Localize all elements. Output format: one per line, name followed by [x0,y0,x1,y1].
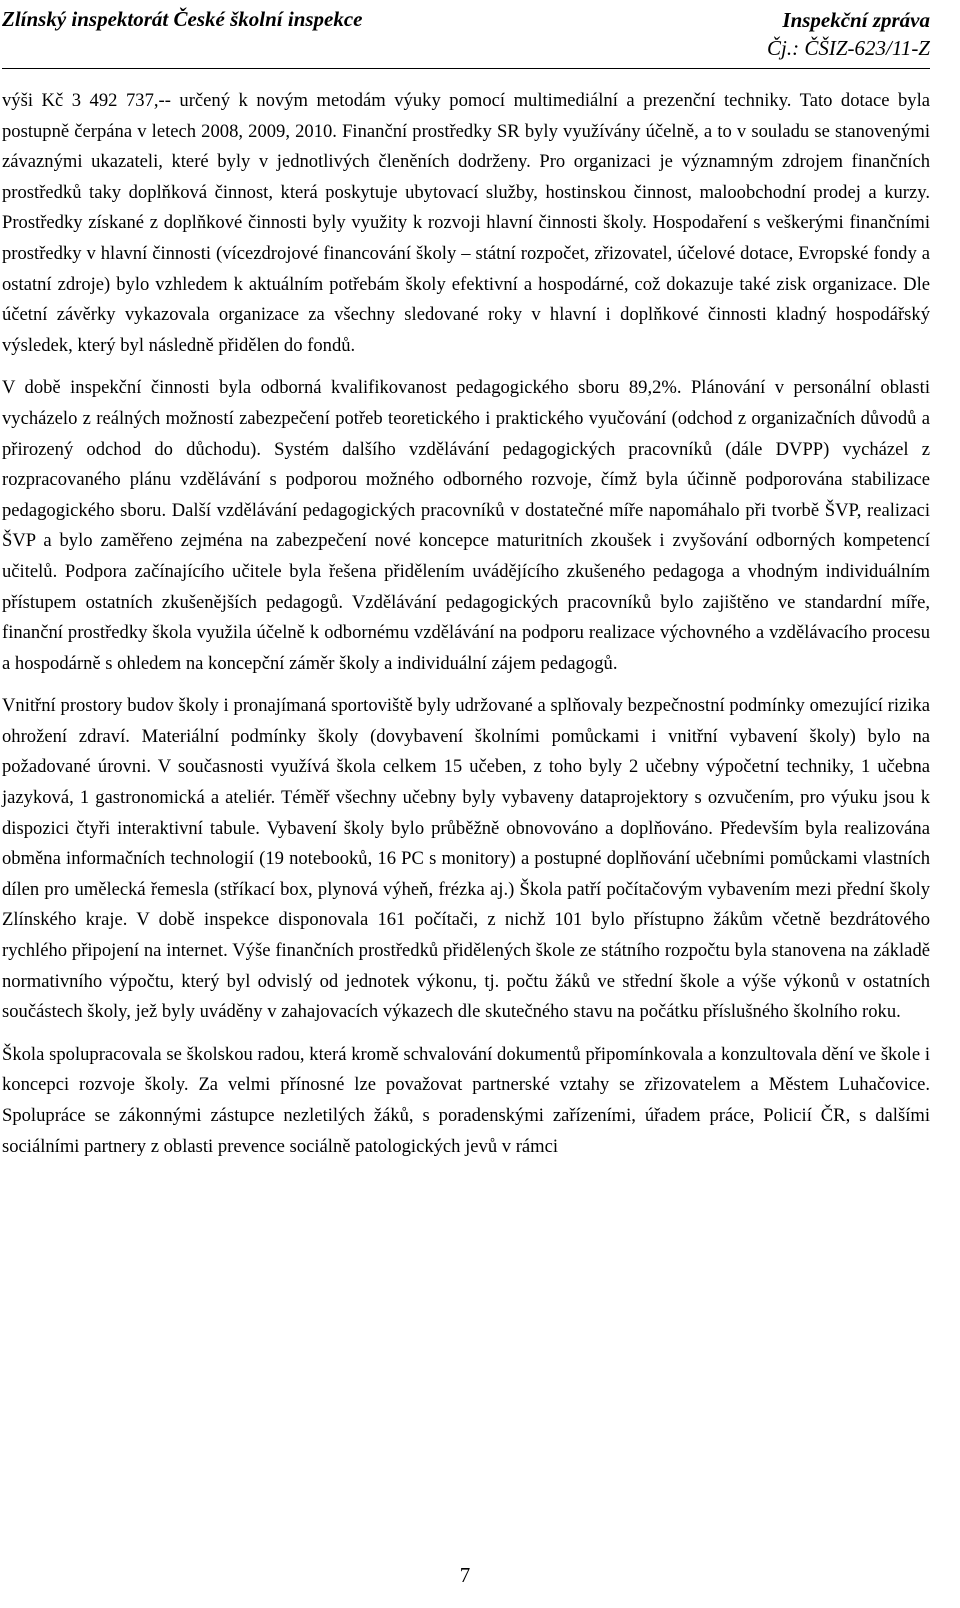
paragraph-facilities: Vnitřní prostory budov školy i pronajímaná sportoviště byly udržované a splňovaly bezpečnostní podmínky omezující rizika ohrožení zdraví. Materiální podmínky školy (dovybavení školními pomůckami i vnitřní vybavení školy) bylo na požadované úrovni. V současnosti využívá škola celkem 15 učeben, z toho byly 2 učebny výpočetní techniky, 1 učebna jazyková, 1 gastronomická a ateliér. Téměř všechny učebny byly vybaveny dataprojektory s ozvučením, pro výuku jsou k dispozici čtyři interaktivní tabule. Vybavení školy bylo průběžně obnovováno a doplňováno. Především byla realizována obměna informačních technologií (19 notebooků, 16 PC s monitory) a postupné doplňování učebními pomůckami vlastních dílen pro umělecká řemesla (stříkací box, plynová výheň, frézka aj.) Škola patří počítačovým vybavením mezi přední školy Zlínského kraje. V době inspekce disponovala 161 počítači, z nichž 101 bylo přístupno žákům včetně bezdrátového rychlého připojení na internet. Výše finančních prostředků přidělených škole ze státního rozpočtu byla stanovena na základě normativního výpočtu, který byl odvislý od jednotek výkonu, tj. počtu žáků ve střední škole a výše výkonů v ostatních součástech školy, jež byly uváděny v zahajovacích výkazech dle skutečného stavu na počátku příslušného školního roku. [2,695,930,1023]
organization-name: Zlínský inspektorát České školní inspekce [2,7,363,31]
header-divider [2,68,930,69]
page-header [2,6,930,66]
document-body [2,86,930,1174]
page-number: 7 [459,1563,471,1587]
document-type: Inspekční zpráva [782,8,930,32]
paragraph-finance: výši Kč 3 492 737,-- určený k novým metodám výuky pomocí multimediální a prezenční techniky. Tato dotace byla postupně čerpána v letech 2008, 2009, 2010. Finanční prostředky SR byly využívány účelně, a to v souladu se stanovenými závaznými ukazateli, které byly v jednotlivých členěních dodrženy. Pro organizaci je významným zdrojem finančních prostředků taky doplňková činnost, která poskytuje ubytovací služby, hostinskou činnost, maloobchodní prodej a kurzy. Prostředky získané z doplňkové činnosti byly využity k rozvoji hlavní činnosti školy. Hospodaření s veškerými finančními prostředky v hlavní činnosti (vícezdrojové financování školy – státní rozpočet, zřizovatel, účelové dotace, Evropské fondy a ostatní zdroje) bylo vzhledem k aktuálním potřebám školy efektivní a hospodárné, což dokazuje také zisk organizace. Dle účetní závěrky vykazovala organizace za všechny sledované roky v hlavní i doplňkové činnosti kladný hospodářský výsledek, který byl následně přidělen do fondů. [2,90,930,356]
reference-number: Čj.: ČŠIZ-623/11-Z [767,36,930,60]
paragraph-personnel: V době inspekční činnosti byla odborná kvalifikovanost pedagogického sboru 89,2%. Plánování v personální oblasti vycházelo z reálných možností zabezpečení potřeb teoretického i praktického vyučování (odchod z organizačních důvodů a přirozený odchod do důchodu). Systém dalšího vzdělávání pedagogických pracovníků (dále DVPP) vycházel z rozpracovaného plánu vzdělávání s podporou možného odborného rozvoje, čímž byla účinně podporována stabilizace pedagogického sboru. Další vzdělávání pedagogických pracovníků v dostatečné míře napomáhalo při tvorbě ŠVP, realizaci ŠVP a bylo zaměřeno zejména na zabezpečení nové koncepce maturitních zkoušek i zvyšování odborných kompetencí učitelů. Podpora začínajícího učitele byla řešena přidělením uvádějícího zkušeného pedagoga a vhodným individuálním přístupem ostatních zkušenějších pedagogů. Vzdělávání pedagogických pracovníků bylo zajištěno ve standardní míře, finanční prostředky škola využila účelně k odbornému vzdělávání na podporu realizace výchovného a vzdělávacího procesu a hospodárně s ohledem na koncepční záměr školy a individuální zájem pedagogů. [2,377,930,674]
paragraph-cooperation: Škola spolupracovala se školskou radou, která kromě schvalování dokumentů připomínkovala a konzultovala dění ve škole i koncepci rozvoje školy. Za velmi přínosné lze považovat partnerské vztahy se zřizovatelem a Městem Luhačovice. Spolupráce se zákonnými zástupce nezletilých žáků, s poradenskými zařízeními, úřadem práce, Policií ČR, s dalšími sociálními partnery z oblasti prevence sociálně patologických jevů v rámci [2,1043,930,1157]
header-right-block [767,6,930,62]
